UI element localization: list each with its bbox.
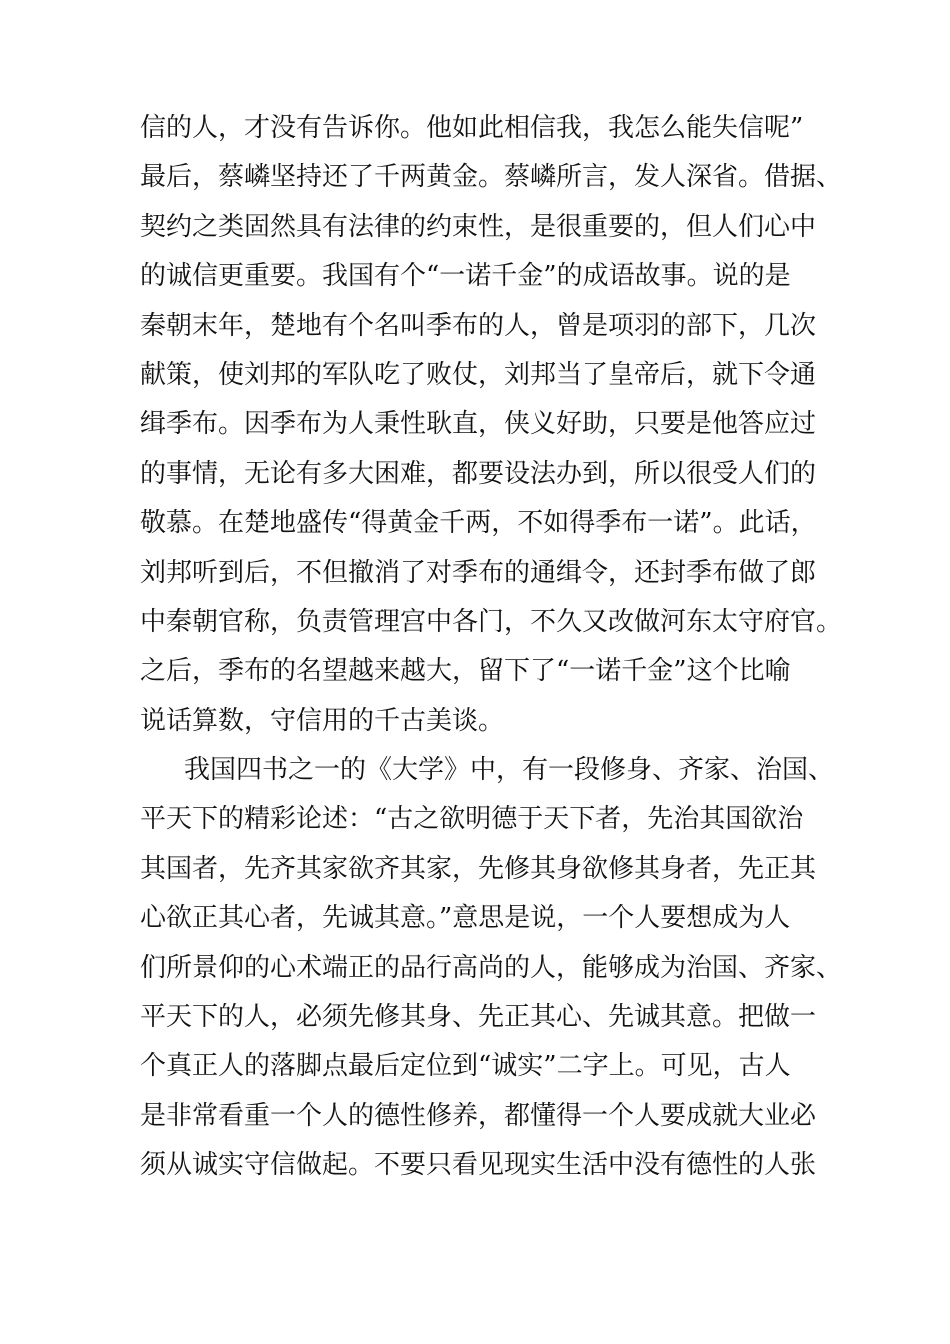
text-line: 其国者，先齐其家欲齐其家，先修其身欲修其身者，先正其 [140,853,817,884]
text-line: 敬慕。在楚地盛传“得黄金千两，不如得季布一诺”。此话， [140,508,817,539]
text-line: 个真正人的落脚点最后定位到“诚实”二字上。可见，古人 [140,1051,791,1082]
text-line: 秦朝末年，楚地有个名叫季布的人，曾是项羽的部下，几次 [140,310,817,341]
text-line: 献策，使刘邦的军队吃了败仗，刘邦当了皇帝后，就下令通 [140,359,817,390]
body-text [140,104,843,1191]
text-line: 们所景仰的心术端正的品行高尚的人，能够成为治国、齐家、 [140,952,843,983]
text-line: 是非常看重一个人的德性修养，都懂得一个人要成就大业必 [140,1100,817,1131]
text-line: 的事情，无论有多大困难，都要设法办到，所以很受人们的 [140,458,817,489]
paragraph-first-line: 我国四书之一的《大学》中，有一段修身、齐家、治国、 [184,755,835,786]
text-line: 的诚信更重要。我国有个“一诺千金”的成语故事。说的是 [140,261,791,292]
text-line: 之后，季布的名望越来越大，留下了“一诺千金”这个比喻 [140,656,791,687]
text-line: 须从诚实守信做起。不要只看见现实生活中没有德性的人张 [140,1150,817,1181]
text-line: 缉季布。因季布为人秉性耿直，侠义好助，只要是他答应过 [140,409,817,440]
text-line: 说话算数，守信用的千古美谈。 [140,705,505,736]
text-line: 心欲正其心者，先诚其意。”意思是说，一个人要想成为人 [140,903,791,934]
text-line: 平天下的精彩论述：“古之欲明德于天下者，先治其国欲治 [140,804,804,835]
text-line: 中秦朝官称，负责管理宫中各门，不久又改做河东太守府官。 [140,606,843,637]
text-line: 信的人，才没有告诉你。他如此相信我，我怎么能失信呢” [140,113,804,143]
text-line: 最后，蔡嶙坚持还了千两黄金。蔡嶙所言，发人深省。借据、 [140,162,843,193]
text-line: 契约之类固然具有法律的约束性，是很重要的，但人们心中 [140,211,817,242]
text-line: 平天下的人，必须先修其身、先正其心、先诚其意。把做一 [140,1002,817,1033]
text-line: 刘邦听到后，不但撤消了对季布的通缉令，还封季布做了郎 [140,557,817,588]
